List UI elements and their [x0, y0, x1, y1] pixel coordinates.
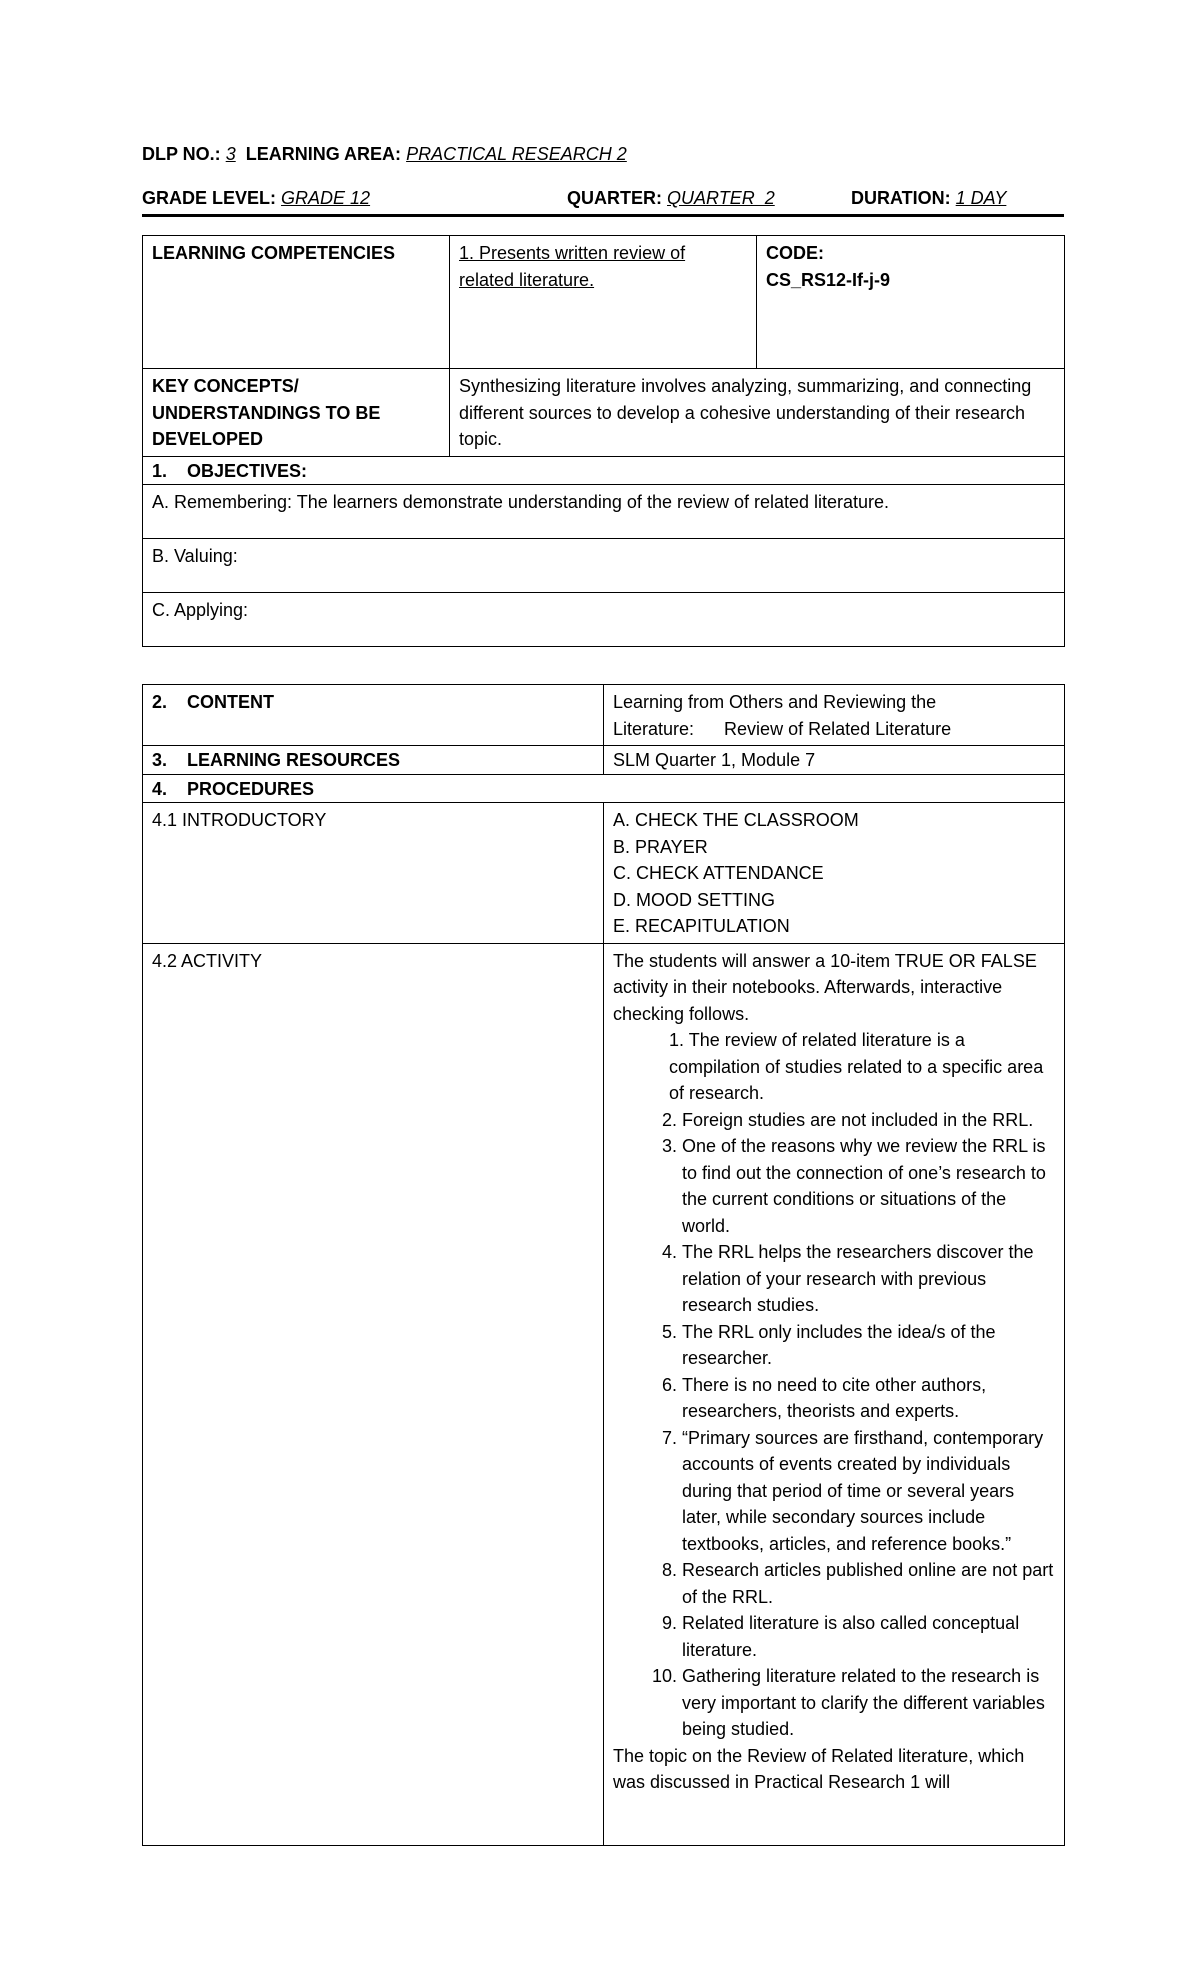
item-number: 2. — [661, 1109, 677, 1130]
item-text: Foreign studies are not included in the RRL. — [682, 1109, 1034, 1130]
item-number: 8. — [661, 1560, 677, 1580]
activity-outro: The topic on the Review of Related literature, which was discussed in Practical Research 1 will — [613, 1745, 1025, 1792]
procedures-label: 4. PROCEDURES — [143, 774, 1065, 803]
table-row — [143, 943, 1065, 1845]
introductory-list — [604, 803, 1065, 944]
key-concepts-label-3: DEVELOPED — [152, 429, 264, 449]
dlp-value: 3 — [225, 144, 236, 164]
competency-cell — [450, 236, 757, 369]
objective-a: A. Remembering: The learners demonstrate understanding of the review of related literature. — [143, 485, 1065, 539]
activity-question-list — [613, 1027, 1055, 1743]
introductory-label: 4.1 INTRODUCTORY — [143, 803, 604, 944]
activity-intro: The students will answer a 10-item TRUE OR FALSE activity in their notebooks. Afterwards, interactive checking follows. — [613, 950, 1037, 1024]
content-value-1: Learning from Others and Reviewing the — [613, 692, 937, 712]
item-number: 1. — [669, 1030, 685, 1050]
table-row — [143, 369, 1065, 457]
resources-label: 3. LEARNING RESOURCES — [143, 746, 604, 775]
activity-cell — [604, 943, 1065, 1845]
quarter-label: QUARTER: — [567, 188, 662, 208]
list-item — [661, 1372, 1055, 1425]
item-text: Related literature is also called conceptual literature. — [682, 1613, 1020, 1660]
duration-label: DURATION: — [851, 188, 951, 208]
item-number: 9. — [661, 1613, 677, 1633]
item-text: “Primary sources are firsthand, contemporary accounts of events created by individuals during that period of time or several years later, while secondary sources include textbooks, articles, and reference books.” — [682, 1427, 1044, 1554]
grade-label: GRADE LEVEL: — [142, 188, 277, 208]
list-item — [661, 1610, 1055, 1663]
list-item — [661, 1425, 1055, 1558]
duration-value: 1 DAY — [955, 188, 1007, 208]
table-row — [143, 456, 1065, 485]
procedures-table — [142, 684, 1065, 1846]
list-item — [661, 1107, 1055, 1134]
table-row — [143, 774, 1065, 803]
list-item — [661, 1239, 1055, 1319]
table-row — [143, 746, 1065, 775]
code-label: CODE: — [766, 243, 824, 263]
header-line-1 — [142, 144, 627, 165]
area-label: LEARNING AREA: — [245, 144, 402, 164]
list-item: E. RECAPITULATION — [613, 916, 790, 936]
item-text: The review of related literature is a compilation of studies related to a specific area of research. — [669, 1030, 1044, 1103]
table-row — [143, 485, 1065, 539]
header-line-2 — [142, 188, 1064, 217]
content-value — [604, 685, 1065, 746]
list-item: C. CHECK ATTENDANCE — [613, 863, 824, 883]
list-item: D. MOOD SETTING — [613, 889, 775, 910]
activity-label: 4.2 ACTIVITY — [143, 943, 604, 1845]
code-cell — [757, 236, 1065, 369]
quarter-value: QUARTER 2 — [667, 188, 775, 208]
content-value-2: Literature: Review of Related Literature — [613, 718, 952, 739]
key-concepts-label-1: KEY CONCEPTS/ — [152, 376, 299, 396]
area-value: PRACTICAL RESEARCH 2 — [406, 144, 627, 164]
key-concepts-value: Synthesizing literature involves analyzing, summarizing, and connecting different sources to develop a cohesive understanding of their research topic. — [450, 369, 1065, 457]
table-row — [143, 593, 1065, 647]
competencies-table — [142, 235, 1065, 647]
item-text: There is no need to cite other authors, researchers, theorists and experts. — [682, 1374, 987, 1421]
table-row — [143, 685, 1065, 746]
item-text: One of the reasons why we review the RRL is to find out the connection of one’s research to the current conditions or situations of the world. — [682, 1136, 1046, 1236]
key-concepts-label — [143, 369, 450, 457]
item-number: 10. — [651, 1666, 677, 1686]
grade-value: GRADE 12 — [281, 188, 371, 208]
competency-line-2: related literature. — [459, 269, 595, 290]
item-number: 5. — [661, 1321, 677, 1342]
resources-value: SLM Quarter 1, Module 7 — [604, 746, 1065, 775]
key-concepts-label-2: UNDERSTANDINGS TO BE — [152, 402, 381, 423]
item-number: 6. — [661, 1374, 677, 1395]
list-item: A. CHECK THE CLASSROOM — [613, 810, 859, 830]
item-text: The RRL only includes the idea/s of the researcher. — [682, 1321, 996, 1368]
list-item — [661, 1557, 1055, 1610]
list-item — [661, 1319, 1055, 1372]
item-text: Research articles published online are not part of the RRL. — [682, 1560, 1054, 1607]
objective-b: B. Valuing: — [143, 539, 1065, 593]
code-value: CS_RS12-If-j-9 — [766, 269, 891, 290]
item-number: 3. — [661, 1136, 677, 1156]
item-number: 7. — [661, 1427, 677, 1448]
table-row — [143, 803, 1065, 944]
objective-c: C. Applying: — [143, 593, 1065, 647]
list-item — [651, 1663, 1055, 1743]
list-item: B. PRAYER — [613, 836, 708, 857]
table-row — [143, 539, 1065, 593]
list-item — [669, 1027, 1055, 1107]
competencies-label: LEARNING COMPETENCIES — [143, 236, 450, 369]
table-row — [143, 236, 1065, 369]
dlp-label: DLP NO.: — [142, 144, 221, 164]
item-number: 4. — [661, 1242, 677, 1262]
list-item — [661, 1133, 1055, 1239]
item-text: Gathering literature related to the research is very important to clarify the different variables being studied. — [682, 1666, 1045, 1739]
objectives-label: 1. OBJECTIVES: — [143, 456, 1065, 485]
content-label: 2. CONTENT — [143, 685, 604, 746]
competency-line-1: 1. Presents written review of — [459, 243, 686, 263]
item-text: The RRL helps the researchers discover the relation of your research with previous research studies. — [682, 1242, 1034, 1315]
